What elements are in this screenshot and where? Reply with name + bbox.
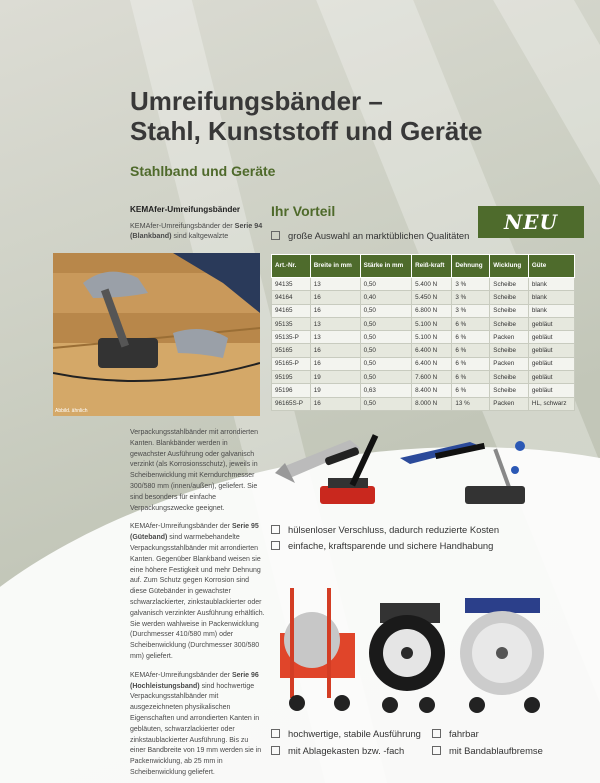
table-cell: Scheibe: [490, 344, 529, 357]
table-row: [272, 304, 575, 317]
dispenser-carts-image: [272, 578, 557, 718]
checkbox-icon: [271, 525, 280, 534]
table-cell: 7.600 N: [412, 371, 452, 384]
table-cell: 16: [310, 291, 360, 304]
table-cell: 6 %: [452, 371, 490, 384]
table-cell: blank: [528, 304, 574, 317]
vorteil-heading: Ihr Vorteil: [271, 203, 336, 219]
table-cell: 3 %: [452, 278, 490, 291]
intro-text: KEMAfer-Umreifungsbänder der Serie 94 (Blankband) sind kaltgewalzte: [130, 220, 263, 241]
table-cell: 6 %: [452, 344, 490, 357]
table-cell: 6.400 N: [412, 344, 452, 357]
table-cell: gebläut: [528, 317, 574, 330]
section-subtitle: Stahlband und Geräte: [130, 163, 276, 179]
description-para-2: KEMAfer-Umreifungsbänder der Serie 95 (Güteband) sind warmebehandelte Verpackungsstahlbänder mit arrondierten Kanten. Gegenüber Blankband weisen sie eine höhere Festigkeit und mehr Dehnung auf. Zum Schutz gegen Korrosion sind diese Gütebänder in gewachster schwarzlackierter, zinkstaublackierter oder galvanisch verzinkter Ausführung erhältlich. Sie werden wahlweise in Packenwicklung (Durchmesser 410/580 mm) oder Scheibenwicklung (Durchmesser 300/580 mm) geliefert.: [130, 523, 265, 660]
table-cell: Scheibe: [490, 384, 529, 397]
table-cell: 13: [310, 278, 360, 291]
table-cell: 13 %: [452, 397, 490, 410]
strapping-tools-image: [270, 428, 555, 516]
page-title: [130, 86, 570, 146]
checkbox-icon: [271, 541, 280, 550]
table-cell: Scheibe: [490, 304, 529, 317]
col-dehnung: Dehnung: [452, 255, 490, 278]
bullet-closure: hülsenloser Verschluss, dadurch reduzierte Kosten: [271, 524, 499, 535]
table-cell: 0,40: [360, 291, 411, 304]
table-cell: 5.450 N: [412, 291, 452, 304]
col-staerke: Stärke in mm: [360, 255, 411, 278]
description-para-3: KEMAfer-Umreifungsbänder der Serie 96 (Hochleistungsband) sind hochwertige Verpackungsstahlbänder mit ausgezeichneten physikalischen Eigenschaften und arrondierten Kanten in gebläuten, schwarzlackierter oder zinkstaublackierter Ausführung. Bis zu einer Bandbreite von 19 mm werden sie in Packenwicklung, ab 25 mm in Scheibenwicklung geliefert.: [130, 671, 262, 776]
col-wicklung: Wicklung: [490, 255, 529, 278]
table-cell: 8.000 N: [412, 397, 452, 410]
table-cell: Packen: [490, 397, 529, 410]
table-cell: 8.400 N: [412, 384, 452, 397]
table-row: [272, 344, 575, 357]
table-cell: 0,50: [360, 371, 411, 384]
table-cell: 6 %: [452, 317, 490, 330]
table-cell: 6 %: [452, 331, 490, 344]
table-cell: 3 %: [452, 291, 490, 304]
col-guete: Güte: [528, 255, 574, 278]
table-cell: 16: [310, 344, 360, 357]
table-cell: 94135: [272, 278, 311, 291]
table-cell: Packen: [490, 357, 529, 370]
table-cell: 6.800 N: [412, 304, 452, 317]
bullet-storage: mit Ablagekasten bzw. -fach: [271, 745, 404, 756]
checkbox-icon: [432, 729, 441, 738]
table-cell: 19: [310, 384, 360, 397]
table-cell: gebläut: [528, 384, 574, 397]
table-row: [272, 291, 575, 304]
bullet-mobile: fahrbar: [432, 728, 479, 739]
col-breite: Breite in mm: [310, 255, 360, 278]
table-cell: 0,50: [360, 344, 411, 357]
table-cell: 5.100 N: [412, 317, 452, 330]
table-cell: 19: [310, 371, 360, 384]
table-cell: 96165S-P: [272, 397, 311, 410]
bullet-handling: einfache, kraftsparende und sichere Handhabung: [271, 540, 493, 551]
photo-illustration: [53, 253, 260, 416]
strapping-photo: [53, 253, 260, 416]
table-cell: 0,63: [360, 384, 411, 397]
table-cell: Scheibe: [490, 278, 529, 291]
bullet-brake: mit Bandablaufbremse: [432, 745, 543, 756]
description-block: [130, 428, 265, 783]
description-para-1: Verpackungsstahlbänder mit arrondierten Kanten. Blankbänder werden in gewachster Ausführung oder galvanisch verzinkt (als Korrosionsschutz), jeweils in Scheibenwicklung mit Kerndurchmesser 300/580 mm (innen/außen), geliefert. Sie sind besonders für einfache Verpackungszwecke geeignet.: [130, 429, 259, 512]
table-cell: 95135: [272, 317, 311, 330]
table-cell: 0,50: [360, 317, 411, 330]
table-cell: 95196: [272, 384, 311, 397]
table-cell: 0,50: [360, 397, 411, 410]
table-cell: 95165: [272, 344, 311, 357]
table-cell: Scheibe: [490, 371, 529, 384]
checkbox-icon: [432, 746, 441, 755]
table-cell: HL, schwarz: [528, 397, 574, 410]
new-badge: NEU: [478, 206, 584, 238]
table-row: [272, 317, 575, 330]
intro-heading: KEMAfer-Umreifungsbänder: [130, 205, 241, 214]
table-cell: gebläut: [528, 331, 574, 344]
table-cell: 5.400 N: [412, 278, 452, 291]
table-row: [272, 384, 575, 397]
table-row: [272, 397, 575, 410]
table-cell: 94165: [272, 304, 311, 317]
checkbox-icon: [271, 746, 280, 755]
table-cell: 13: [310, 317, 360, 330]
table-cell: 95165-P: [272, 357, 311, 370]
table-cell: 16: [310, 357, 360, 370]
title-line-1: Umreifungsbänder –: [130, 86, 383, 116]
table-cell: 0,50: [360, 304, 411, 317]
product-table: [271, 254, 575, 411]
table-cell: 6 %: [452, 357, 490, 370]
bullet-quality: hochwertige, stabile Ausführung: [271, 728, 421, 739]
table-cell: Scheibe: [490, 317, 529, 330]
table-row: [272, 278, 575, 291]
table-cell: 95135-P: [272, 331, 311, 344]
table-cell: 6.400 N: [412, 357, 452, 370]
table-cell: Packen: [490, 331, 529, 344]
table-row: [272, 357, 575, 370]
table-row: [272, 371, 575, 384]
col-art-nr: Art.-Nr.: [272, 255, 311, 278]
title-line-2: Stahl, Kunststoff und Geräte: [130, 116, 483, 146]
table-cell: 13: [310, 331, 360, 344]
table-row: [272, 331, 575, 344]
table-cell: 0,50: [360, 331, 411, 344]
table-cell: blank: [528, 291, 574, 304]
table-cell: 16: [310, 397, 360, 410]
table-header-row: [272, 255, 575, 278]
table-cell: gebläut: [528, 344, 574, 357]
table-cell: 6 %: [452, 384, 490, 397]
table-cell: gebläut: [528, 357, 574, 370]
table-cell: 94164: [272, 291, 311, 304]
table-cell: blank: [528, 278, 574, 291]
table-cell: Scheibe: [490, 291, 529, 304]
bullet-selection: große Auswahl an marktüblichen Qualitäten: [271, 230, 469, 241]
intro-block: [130, 205, 265, 252]
table-cell: 0,50: [360, 357, 411, 370]
checkbox-icon: [271, 231, 280, 240]
photo-caption: Abbild. ähnlich: [55, 408, 88, 414]
table-cell: 16: [310, 304, 360, 317]
table-cell: 3 %: [452, 304, 490, 317]
table-cell: 95195: [272, 371, 311, 384]
table-cell: 0,50: [360, 278, 411, 291]
col-reisskraft: Reiß-kraft: [412, 255, 452, 278]
table-cell: 5.100 N: [412, 331, 452, 344]
table-cell: gebläut: [528, 371, 574, 384]
checkbox-icon: [271, 729, 280, 738]
